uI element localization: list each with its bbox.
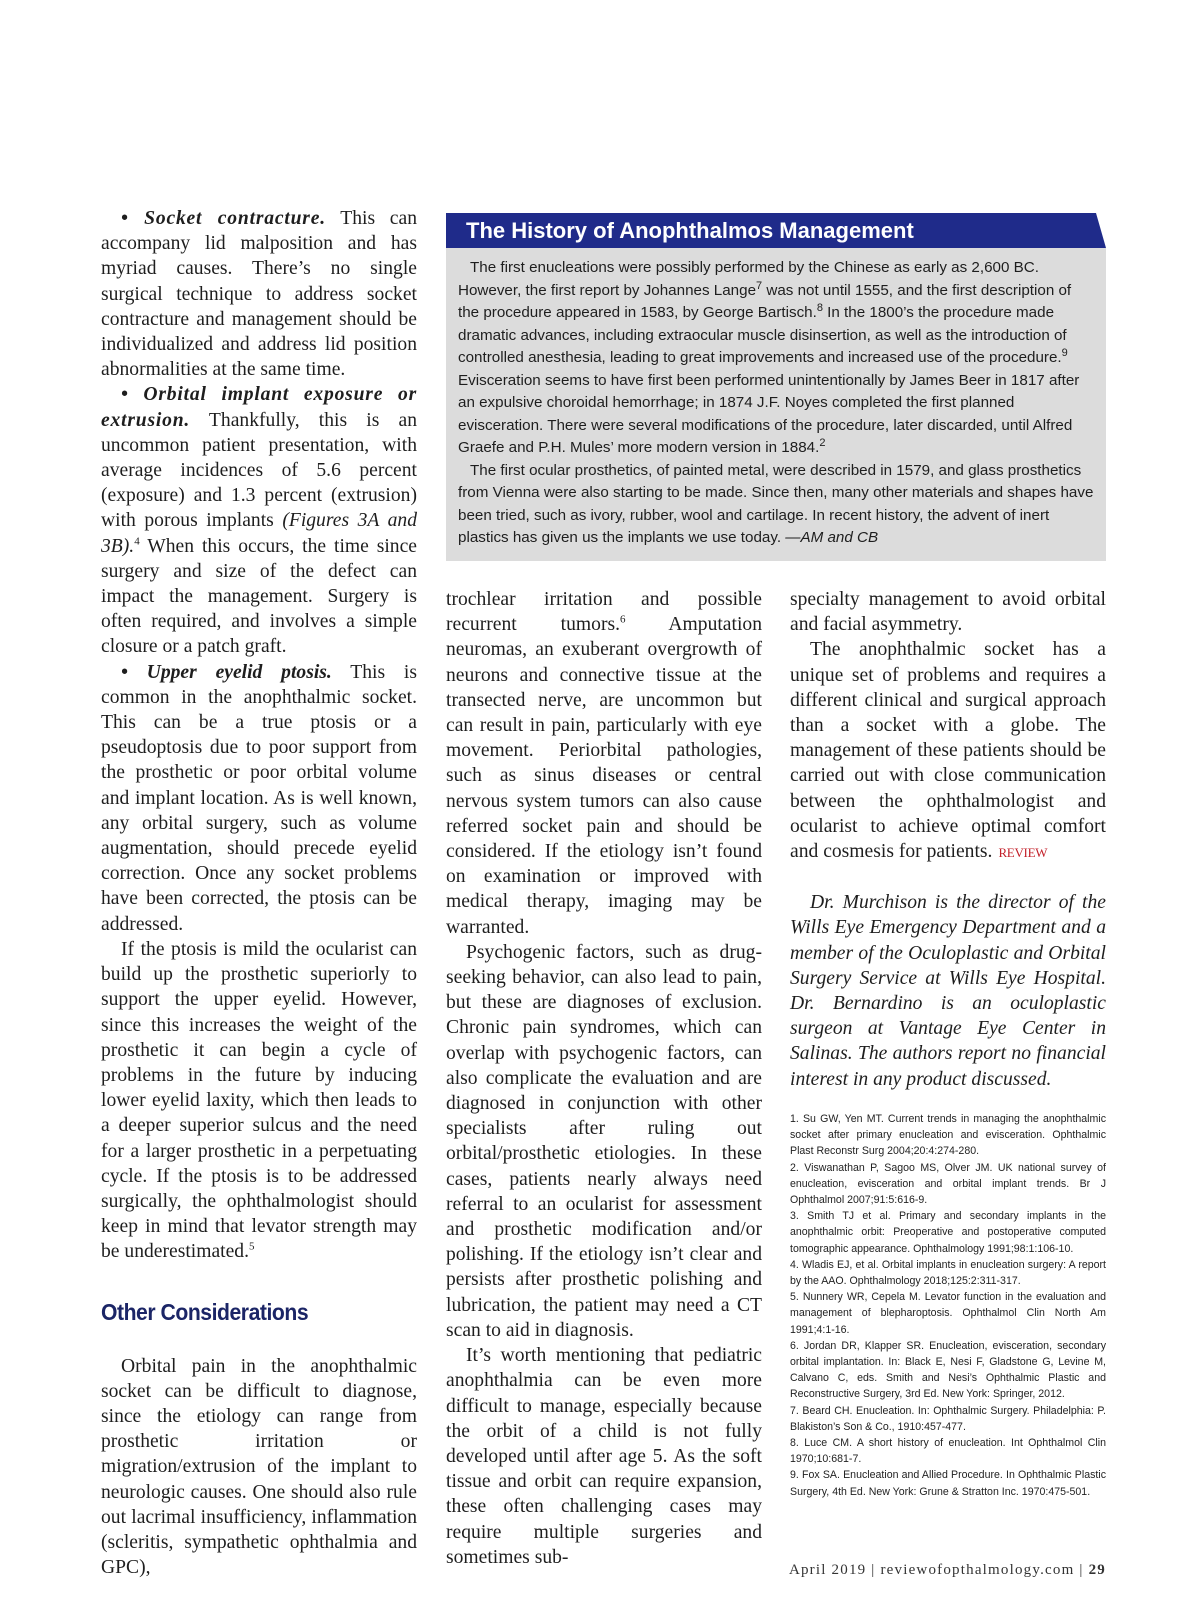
sidebar-title: The History of Anophthalmos Management — [446, 213, 1106, 248]
sidebar-text: was not until 1555, and the first description of the procedure appeared in 1583, by George Bartisch. — [458, 281, 1072, 321]
paragraph-pediatric: It’s worth mentioning that pediatric anophthalmia can be even more difficult to manage, especially because the orbit of a child is not fully developed until after age 5. As the soft tissue and orbit can require expansion, these often challenging cases may require multiple surgeries and sometimes sub- — [446, 1345, 762, 1568]
paragraph-ptosis-ocularist — [101, 937, 417, 1265]
sidebar-text: Evisceration seems to have first been performed unintentionally by James Beer in 1817 after an expulsive choroidal hemorrhage; in 1874 J.F. Noyes completed the first planned evisceration. There were several modifications of the procedure, later discarded, until Alfred Graefe and P.H. Mules’ more modern version in 1884. — [458, 371, 1080, 456]
bullet-heading: • Upper eyelid ptosis. — [121, 661, 332, 683]
sidebar-text: The first ocular prosthetics, of painted metal, were described in 1579, and glass prosthetics from Vienna were also starting to be made. Since then, many other materials and shapes have been tried, such as ivory, rubber, wool and cartilage. In recent history, the advent of inert plastics has given us the implants we use today. — [458, 461, 1094, 546]
citation-marker: 2 — [819, 436, 826, 449]
paragraph-text: If the ptosis is mild the ocularist can build up the prosthetic superiorly to support the upper eyelid. However, since this increases the weight of the prosthetic it can begin a cycle of problems in the future by inducing lower eyelid laxity, which then leads to a deeper superior sulcus and the need for a larger prosthetic in a perpetuating cycle. If the ptosis is to be addressed surgically, the ophthalmologist should keep in mind that levator strength may be underestimated. — [101, 938, 417, 1263]
citation-marker: 7 — [756, 279, 763, 292]
citation-marker: 9 — [1061, 346, 1068, 359]
paragraph-text: trochlear irritation and possible recurrent tumors. — [446, 589, 762, 636]
column-3 — [790, 587, 1106, 1092]
paragraph-orbital-pain: Orbital pain in the anophthalmic socket can be difficult to diagnose, since the etiology can range from prosthetic irritation or migration/extrusion of the implant to neurologic causes. One should also rule out lacrimal insufficiency, inflammation (scleritis, sympathetic ophthalmia and GPC), — [101, 1355, 417, 1579]
author-bio: Dr. Murchison is the director of the Wills Eye Emergency Department and a member of the Oculoplastic and Orbital Surgery Service at Wills Eye Hospital. Dr. Bernardino is an oculoplastic surgeon at Vantage Eye Center in Salinas. The authors report no financial interest in any product discussed. — [790, 892, 1106, 1090]
bullet-heading: • Socket contracture. — [121, 208, 326, 229]
reference-item: 7. Beard CH. Enucleation. In: Ophthalmic Surgery. Philadelphia: P. Blakiston’s Son & Co., 1910:457-477. — [790, 1404, 1106, 1433]
page-number: 29 — [1088, 1562, 1106, 1578]
reference-item: 9. Fox SA. Enucleation and Allied Procedure. In Ophthalmic Plastic Surgery, 4th Ed. New York: Grune & Stratton Inc. 1970:475-501. — [790, 1469, 1106, 1498]
reference-item: 2. Viswanathan P, Sagoo MS, Olver JM. UK national survey of enucleation, evisceration and orbital implant trends. Br J Ophthalmol 2007;91:5:616-9. — [790, 1161, 1106, 1207]
paragraph-psychogenic: Psychogenic factors, such as drug-seeking behavior, can also lead to pain, but these are diagnoses of exclusion. Chronic pain syndromes, which can overlap with psychogenic factors, can also complicate the evaluation and are diagnosed in conjunction with other specialists after ruling out orbital/prosthetic etiologies. In these cases, patients nearly always need referral to an ocularist for assessment and prosthetic modification and/or polishing. If the etiology isn’t clear and persists after prosthetic polishing and lubrication, the patient may need a CT scan to aid in diagnosis. — [446, 941, 762, 1341]
reference-item: 8. Luce CM. A short history of enucleation. Int Ophthalmol Clin 1970;10:681-7. — [790, 1437, 1106, 1466]
paragraph-text: This is common in the anophthalmic socket. This can be a true ptosis or a pseudoptosis due to poor support from the prosthetic or poor orbital volume and implant location. As is well known, any orbital surgery, such as volume augmentation, should precede eyelid correction. Once any socket problems have been corrected, the ptosis can be addressed. — [101, 661, 417, 935]
citation-marker: 6 — [620, 613, 626, 626]
bullet-heading: • Orbital implant exposure or extrusion. — [101, 384, 417, 431]
page-footer — [789, 1562, 1106, 1579]
citation-marker: 8 — [816, 301, 823, 314]
sidebar-body — [458, 257, 1094, 550]
paragraph-upper-eyelid-ptosis — [101, 660, 417, 937]
history-sidebar — [446, 213, 1106, 561]
paragraph-text: This can accompany lid malposition and has myriad causes. There’s no single surgical technique to address socket contracture and management should be individualized and address lid position abnormalities at the same time. — [101, 208, 417, 381]
reference-item: 3. Smith TJ et al. Primary and secondary implants in the anophthalmic orbit: Preoperative and postoperative computed tomographic appearance. Ophthalmology 1991;98:1:106-10. — [790, 1210, 1106, 1255]
paragraph-text: Thankfully, this is an uncommon patient presentation, with average incidences of 5.6 percent (exposure) and 1.3 percent (extrusion) with porous implants — [101, 409, 417, 532]
reference-item: 5. Nunnery WR, Cepela M. Levator function in the evaluation and management of blepharoptosis. Ophthalmol Clin North Am 1991;4:1-16. — [790, 1291, 1106, 1336]
citation-marker: 5 — [249, 1240, 255, 1253]
reference-item: 6. Jordan DR, Klapper SR. Enucleation, evisceration, secondary orbital implantation. In: Black E, Nesi F, Gladstone G, Levine M, Calvano C, eds. Smith and Nesi’s Ophthalmic Plastic and Reconstructive Surgery, 3rd Ed. New York: Springer, 2012. — [790, 1339, 1106, 1401]
paragraph-socket-contracture — [101, 206, 417, 382]
sidebar-text: The first enucleations were possibly performed by the Chinese as early as 2,600 BC. However, the first report by Johannes Lange — [458, 259, 1039, 299]
references-list — [790, 1111, 1106, 1500]
paragraph-text: Amputation neuromas, an exuberant overgrowth of neurons and connective tissue at the transected nerve, are uncommon but can result in pain, particularly with eye movement. Periorbital pathologies, such as sinus diseases or central nervous system tumors can also cause referred socket pain and should be considered. If the etiology isn’t found on examination or improved with medical therapy, imaging may be warranted. — [446, 614, 762, 938]
review-end-mark: REVIEW — [998, 845, 1048, 861]
footer-issue: April 2019 | reviewofopthalmology.com | — [788, 1562, 1089, 1578]
paragraph-implant-exposure — [101, 382, 417, 659]
paragraph-text: The anophthalmic socket has a unique set of problems and requires a different clinical and surgical approach than a socket with a globe. The management of these patients should be carried out with close communication between the ophthalmologist and ocularist to achieve optimal comfort and cosmesis for patients. — [790, 639, 1106, 863]
citation-marker: 4 — [134, 535, 140, 548]
column-1 — [101, 206, 417, 1580]
paragraph-trochlear — [446, 587, 762, 940]
figure-reference: (Figures 3A and 3B). — [101, 510, 417, 557]
paragraph-specialty: specialty management to avoid orbital and facial asymmetry. — [790, 589, 1106, 636]
section-heading: Other Considerations — [101, 1298, 309, 1325]
sidebar-paragraph — [458, 257, 1094, 460]
column-2 — [446, 587, 762, 1570]
sidebar-signature: —AM and CB — [785, 529, 879, 546]
paragraph-conclusion — [790, 637, 1106, 865]
reference-item: 1. Su GW, Yen MT. Current trends in managing the anophthalmic socket after primary enucleation and evisceration. Ophthalmic Plast Reconstr Surg 2004;20:4:274-280. — [790, 1113, 1106, 1158]
reference-item: 4. Wladis EJ, et al. Orbital implants in enucleation surgery: A report by the AAO. Ophthalmology 2018;125:2:311-317. — [790, 1258, 1106, 1288]
sidebar-text: In the 1800’s the procedure made dramatic advances, including extraocular muscle disinsertion, as well as the introduction of controlled anesthesia, leading to great improvements and increased use of the procedure. — [458, 304, 1067, 366]
paragraph-text: When this occurs, the time since surgery and size of the defect can impact the management. Surgery is often required, and involves a simple closure or a patch graft. — [101, 535, 417, 658]
sidebar-paragraph — [458, 460, 1094, 550]
